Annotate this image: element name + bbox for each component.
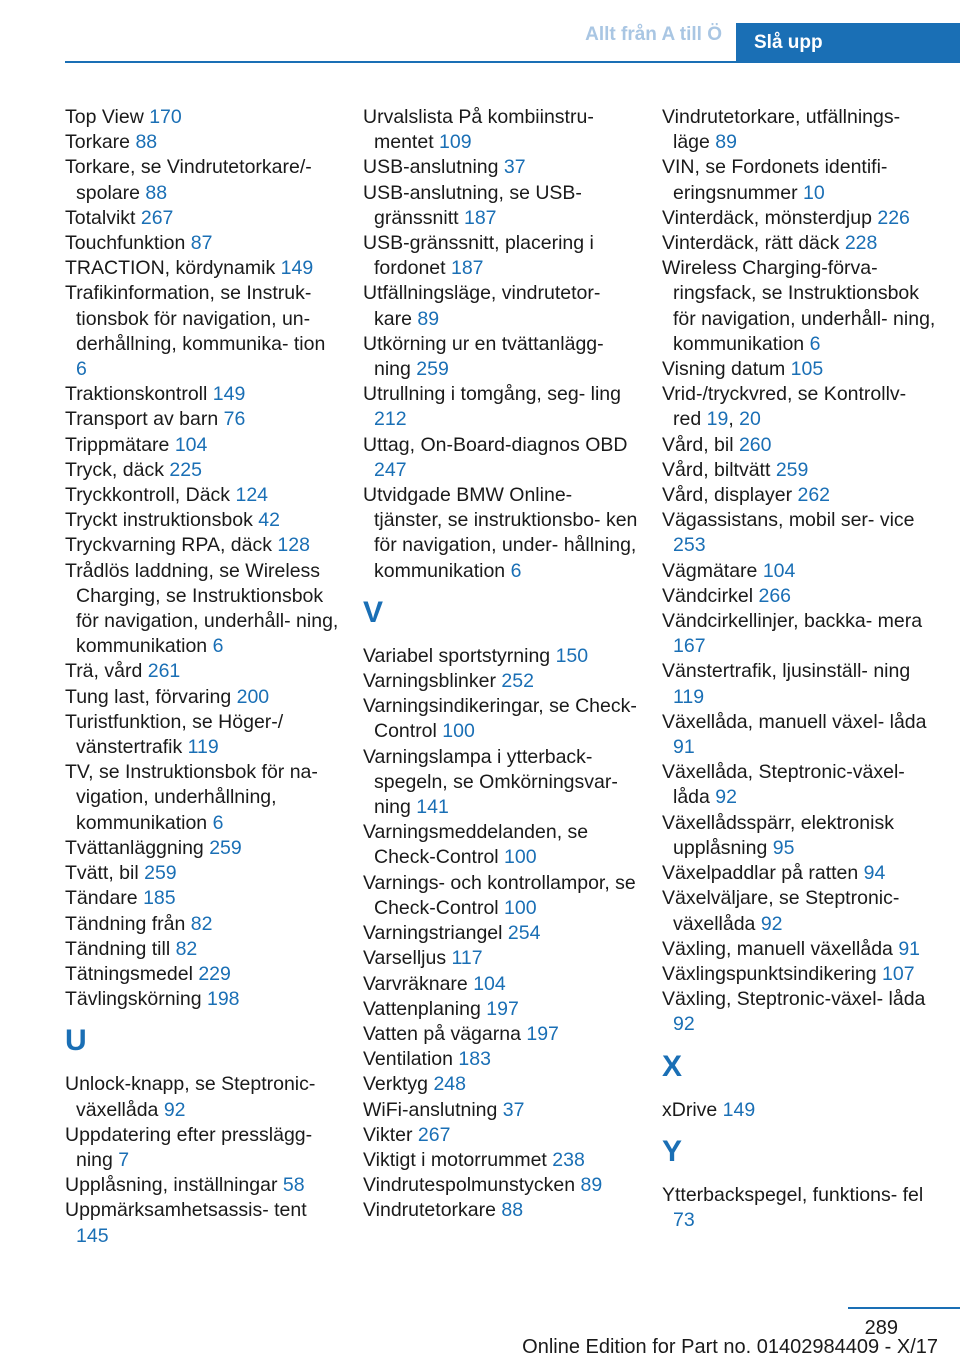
page-link[interactable]: 89 [715,131,737,154]
page-link[interactable]: 19 [706,408,729,431]
index-entry-term: Urvalslista På kombiinstru‐ mentet [363,106,594,154]
index-entry [65,1173,340,1198]
index-entry-term: Upplåsning, inställningar [65,1174,283,1197]
page-link[interactable]: 248 [433,1073,466,1096]
page-link[interactable]: 91 [673,736,695,759]
page-link[interactable]: 73 [673,1208,695,1231]
index-entry-term: Vatten på vägarna [363,1022,527,1045]
index-entry [662,886,937,936]
index-entry [363,332,638,382]
index-entry-term: Vattenplaning [363,997,487,1020]
index-entry [363,1047,638,1072]
index-entry-term: Vägassistans, mobil ser‐ vice [662,509,915,532]
index-entry-term: Touchfunktion [65,232,191,255]
page-link[interactable]: 6 [809,332,821,355]
page-link[interactable]: 104 [473,972,506,995]
page-link[interactable]: 167 [673,635,706,658]
index-entry-term: Tätningsmedel [65,962,199,985]
index-letter-heading: Y [662,1134,683,1168]
index-entry [363,1173,638,1198]
page-header [0,0,960,63]
page-link[interactable]: 259 [416,358,449,381]
index-entry-term: Växling, Steptronic-växel‐ låda [662,988,926,1011]
page-link[interactable]: 88 [135,131,158,154]
page-link[interactable]: 104 [174,433,208,456]
index-entry [65,987,340,1012]
page-link[interactable]: 89 [417,307,440,330]
page-link[interactable]: 170 [149,106,182,128]
index-entry [65,407,340,432]
index-entry-term: Tvätt, bil [65,862,145,885]
index-entry-term: Top View [65,106,150,128]
index-letter-heading: X [662,1049,683,1083]
index-entry [65,760,340,836]
page-link[interactable]: 7 [118,1148,130,1171]
page-link[interactable]: 89 [580,1174,603,1197]
index-entry-term: Tryck, däck [65,458,170,481]
index-entry-term: Utvidgade BMW Online- tjänster, se instruktionsbo‐ ken för navigation, under‐ hållning, kommunikation [363,484,638,582]
page-link[interactable]: 247 [374,458,407,481]
index-entry [363,694,638,744]
index-entry-term: Växelväljare, se Steptronic- växellåda [662,887,900,935]
index-entry [363,745,638,821]
index-entry-term: Varnings- och kontrollampor, se Check-Control [363,871,636,919]
index-entry [65,206,340,231]
page-link[interactable]: 128 [277,534,310,557]
page-link[interactable]: 149 [280,257,314,280]
page-link[interactable]: 76 [223,408,246,431]
index-entry [363,382,638,432]
index-entry-term: Trippmätare [65,433,175,456]
index-letter-heading: V [363,595,384,629]
index-entry [662,609,937,659]
page-link[interactable]: 145 [76,1224,109,1247]
index-entry [662,231,937,256]
page-link[interactable]: 117 [451,947,483,970]
index-entry-term: Utrullning i tomgång, seg‐ ling [363,383,621,406]
index-entry-term: Trafikinformation, se Instruk‐ tionsbok för navigation, un‐ derhållning, kommunika‐ tion [65,282,326,355]
index-entry-term: Vägmätare [662,559,763,582]
index-entry-term: Ytterbackspegel, funktions‐ fel [662,1183,924,1206]
page-link[interactable]: 58 [282,1174,305,1197]
index-entry [363,181,638,231]
index-entry [662,483,937,508]
index-entry [662,357,937,382]
page-link[interactable]: 198 [206,988,240,1011]
index-entry-term: Verktyg [363,1073,434,1096]
page-link[interactable]: 185 [143,887,176,910]
index-entry [65,1123,340,1173]
page-link[interactable]: 20 [739,408,761,431]
index-entry [662,458,937,483]
index-entry [363,921,638,946]
index-entry [363,231,638,281]
index-entry [662,760,937,810]
index-entry [363,1098,638,1123]
index-entry [65,533,340,558]
header-tab-label: Slå upp [754,32,823,53]
index-entry-term: Utfällningsläge, vindrutetor‐ kare [363,282,601,330]
index-entry [363,1072,638,1097]
index-entry-term: Uttag, On-Board-diagnos OBD [363,433,628,456]
index-entry [65,105,340,130]
page-link[interactable]: 253 [673,534,706,557]
index-entry-term: Växellådsspärr, elektronisk upplåsning [662,811,894,859]
page-link[interactable]: 109 [439,131,472,154]
index-entry-term: Vinterdäck, rätt däck [662,232,845,255]
index-entry [65,433,340,458]
index-entry [363,281,638,331]
page-link[interactable]: 150 [555,644,589,667]
page-link[interactable]: 197 [526,1022,559,1045]
index-entry-term: Tryckkontroll, Däck [65,484,236,507]
index-entry [65,130,340,155]
index-entry [65,508,340,533]
index-letter-heading: U [65,1024,87,1058]
index-entry-term: Tung last, förvaring [65,685,237,708]
index-entry [662,433,937,458]
index-entry [662,584,937,609]
index-entry-term: Vindrutetorkare, utfällnings‐ läge [662,106,901,154]
index-entry-term: Vindrutespolmunstycken [363,1174,581,1197]
index-entry [363,1022,638,1047]
index-entry [363,433,638,483]
index-entry-term: Vänstertrafik, ljusinställ‐ ning [662,660,911,683]
page-link[interactable]: 100 [504,846,537,869]
footer-rule [848,1307,960,1309]
index-entry-term: Varselljus [363,947,452,970]
index-entry [65,912,340,937]
page-link[interactable]: 92 [715,786,737,809]
page-link[interactable]: 100 [504,896,537,919]
page-separator: , [728,408,740,431]
page-link[interactable]: 200 [236,685,270,708]
page-link[interactable]: 105 [790,358,824,381]
page-link[interactable]: 107 [882,962,915,985]
page-link[interactable]: 119 [187,736,219,759]
index-entry [363,483,638,584]
index-entry [65,962,340,987]
index-entry [363,1148,638,1173]
index-entry [662,710,937,760]
page-link[interactable]: 104 [762,559,796,582]
index-entry-term: Utkörning ur en tvättanlägg‐ ning [363,332,604,381]
index-entry-term: Trådlös laddning, se Wireless Charging, se Instruktionsbok för navigation, underhåll‐ ning, kommunikation [65,559,339,658]
page-link[interactable]: 229 [198,962,231,985]
index-entry-term: Varningslampa i ytterback‐ spegeln, se Omkörningsvar‐ ning [363,745,618,819]
index-entry [65,382,340,407]
index-entry-term: Turistfunktion, se Höger-/ vänstertrafik [65,710,284,759]
index-entry-term: Vrid-/tryckvred, se Kontrollv‐ red [662,383,907,431]
index-entry-term: Växelpaddlar på ratten [662,862,864,885]
index-column-1 [65,105,340,1249]
page-link[interactable]: 187 [450,257,484,280]
index-entry [65,483,340,508]
index-entry [662,382,937,432]
page-link[interactable]: 87 [190,232,213,255]
page-link[interactable]: 6 [76,358,87,381]
index-column-3 [662,105,937,1233]
page-link[interactable]: 254 [507,922,541,945]
page-link[interactable]: 88 [501,1199,524,1222]
index-entry-term: TV, se Instruktionsbok för na‐ vigation, underhållning, kommunikation [65,761,318,834]
index-entry [662,155,937,205]
page-link[interactable]: 6 [212,811,224,834]
index-entry-term: TRACTION, kördynamik [65,257,281,280]
page-link[interactable]: 100 [442,720,475,743]
index-entry-term: Vindrutetorkare [363,1199,502,1222]
page-link[interactable]: 42 [258,509,280,532]
index-entry [662,937,937,962]
index-entry [65,155,340,205]
page-link[interactable]: 10 [803,181,825,204]
index-column-2 [363,105,638,1224]
index-entry-term: Växellåda, manuell växel‐ låda [662,710,927,733]
page-link[interactable]: 124 [235,484,269,507]
page-link[interactable]: 238 [552,1148,585,1171]
page-link[interactable]: 6 [212,635,224,658]
page-link[interactable]: 82 [175,937,198,960]
index-entry [363,1123,638,1148]
index-entry [65,458,340,483]
index-entry-term: Tändning till [65,937,176,960]
index-entry [363,972,638,997]
page-link[interactable]: 212 [374,408,407,431]
index-entry [65,281,340,382]
header-tab [736,23,960,63]
index-entry-term: USB-anslutning, se USB- gränssnitt [363,181,582,229]
index-entry [662,962,937,987]
index-entry-term: Tändning från [65,912,191,935]
index-entry-term: Tvättanläggning [65,836,210,859]
index-entry-term: Transport av barn [65,408,224,431]
index-entry-term: Tryckvarning RPA, däck [65,534,278,557]
index-entry [662,1183,937,1233]
index-entry-term: Ventilation [363,1048,459,1071]
page-link[interactable]: 267 [417,1123,451,1146]
page-link[interactable]: 183 [458,1048,491,1071]
index-entry-term: USB-gränssnitt, placering i fordonet [363,232,594,280]
index-entry-term: VIN, se Fordonets identifi‐ eringsnummer [662,156,888,204]
index-entry-term: Vård, bil [662,433,739,456]
page-link[interactable]: 149 [722,1098,756,1121]
index-entry-term: Wireless Charging-förva‐ ringsfack, se Instruktionsbok för navigation, underhåll‐ ning, kommunikation [662,257,936,355]
index-entry-term: Vikter [363,1123,418,1146]
index-entry-term: Vård, biltvätt [662,458,776,481]
page-link[interactable]: 228 [844,232,878,255]
index-entry-term: Vinterdäck, mönsterdjup [662,206,878,229]
index-entry [65,1072,340,1122]
page-link[interactable]: 94 [863,862,886,885]
page-link[interactable]: 197 [486,997,519,1020]
index-entry [65,937,340,962]
page-link[interactable]: 37 [503,156,526,179]
index-entry [363,669,638,694]
index-entry [65,231,340,256]
index-entry-term: USB-anslutning [363,156,504,179]
index-entry-term: Unlock-knapp, se Steptronic- växellåda [65,1073,316,1121]
index-entry [662,811,937,861]
index-entry-term: Vändcirkel [662,584,759,607]
index-entry-term: Tändare [65,887,144,910]
page-link[interactable]: 82 [190,912,213,935]
index-entry [65,886,340,911]
page-number: 289 [864,1317,898,1339]
page-link[interactable]: 88 [145,181,168,204]
index-entry [363,820,638,870]
index-entry [65,861,340,886]
index-entry-term: Vändcirkellinjer, backka‐ mera [662,610,923,633]
page-link[interactable]: 266 [758,584,792,607]
index-entry [65,685,340,710]
edition-note: Online Edition for Part no. 01402984409 - X/17 [522,1336,938,1358]
page-link[interactable]: 37 [502,1098,525,1121]
index-entry-term: Växellåda, Steptronic-växel‐ låda [662,761,905,809]
header-section-title: Allt från A till Ö [585,24,722,45]
index-entry [65,710,340,760]
index-entry-term: Varningsmeddelanden, se Check-Control [363,821,589,869]
index-entry [65,659,340,684]
index-entry-term: Tryckt instruktionsbok [65,509,259,532]
index-entry [662,256,937,357]
index-entry [65,559,340,660]
page-link[interactable]: 92 [163,1098,186,1121]
index-entry [363,871,638,921]
index-entry-term: Uppdatering efter presslägg‐ ning [65,1123,313,1171]
page-link[interactable]: 252 [501,670,534,693]
index-entry [662,206,937,231]
page-link[interactable]: 226 [877,206,910,229]
index-entry-term: Totalvikt [65,206,141,229]
page-link[interactable]: 149 [212,383,246,406]
page-link[interactable]: 259 [209,836,242,859]
index-entry-term: Visning datum [662,358,791,381]
page-link[interactable]: 95 [772,836,795,859]
page-link[interactable]: 92 [760,912,783,935]
index-entry [363,644,638,669]
page-link[interactable]: 119 [673,685,705,708]
index-entry [65,256,340,281]
page-link[interactable]: 262 [797,484,831,507]
index-entry-term: Torkare, se Vindrutetorkare/‐ spolare [65,156,312,204]
page-link[interactable]: 260 [738,433,772,456]
index-entry-term: Tävlingskörning [65,988,207,1011]
index-entry-term: Viktigt i motorrummet [363,1148,553,1171]
index-entry [662,559,937,584]
index-entry [363,997,638,1022]
index-entry [363,946,638,971]
page-link[interactable]: 259 [144,862,177,885]
index-entry [363,1198,638,1223]
page-link[interactable]: 187 [463,206,497,229]
index-entry-term: Växlingspunktsindikering [662,962,883,985]
index-entry [662,1098,937,1123]
index-entry [662,987,937,1037]
index-entry-term: Trä, vård [65,660,148,683]
index-entry-term: Varningstriangel [363,922,508,945]
index-entry [662,508,937,558]
page-link[interactable]: 141 [416,796,449,819]
page-link[interactable]: 259 [775,458,809,481]
page-link[interactable]: 267 [140,206,174,229]
index-entry-term: Varningsblinker [363,670,502,693]
index-entry-term: Växling, manuell växellåda [662,937,899,960]
index-entry [662,659,937,709]
index-entry [363,155,638,180]
page-link[interactable]: 6 [510,559,522,582]
index-entry-term: xDrive [662,1098,723,1121]
index-entry-term: Varningsindikeringar, se Check-Control [363,695,637,743]
index-entry [662,861,937,886]
index-entry-term: Traktionskontroll [65,383,213,406]
index-entry-term: Uppmärksamhetsassis‐ tent [65,1199,307,1222]
index-entry-term: Torkare [65,131,136,154]
index-entry-term: WiFi-anslutning [363,1098,503,1121]
page-link[interactable]: 91 [898,937,921,960]
index-entry-term: Variabel sportstyrning [363,644,556,667]
page-link[interactable]: 225 [169,458,202,481]
index-entry-term: Vård, displayer [662,484,798,507]
index-entry-term: Varvräknare [363,972,474,995]
page-link[interactable]: 92 [673,1013,695,1036]
index-entry [65,1198,340,1248]
page-link[interactable]: 261 [147,660,181,683]
index-entry [662,105,937,155]
index-entry [363,105,638,155]
index-entry [65,836,340,861]
